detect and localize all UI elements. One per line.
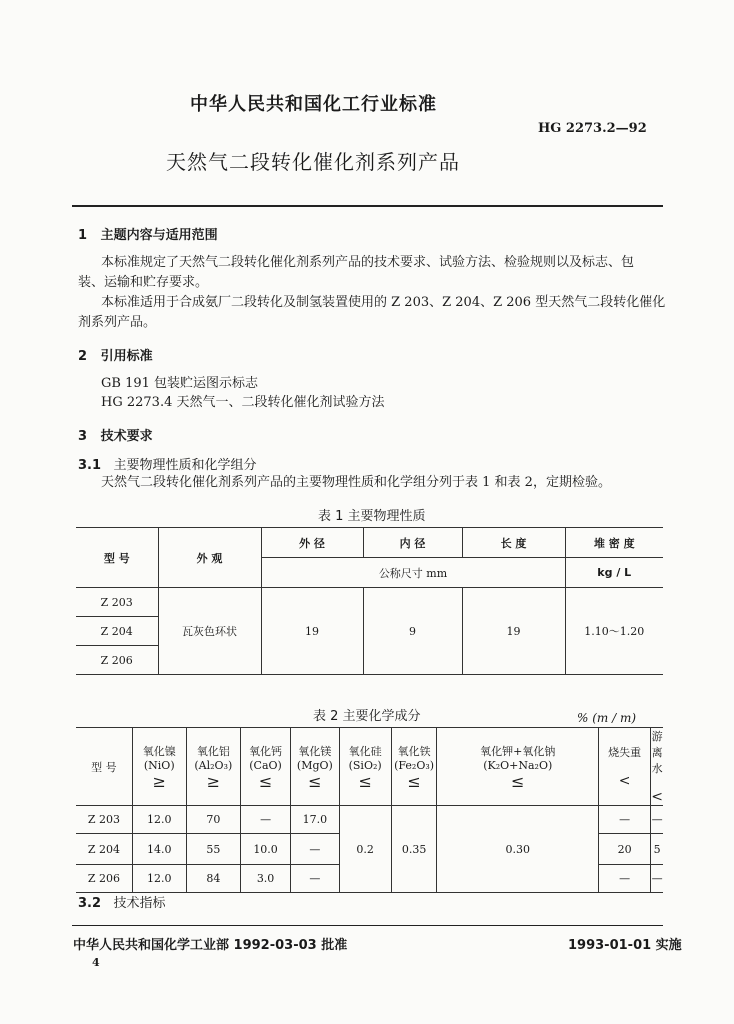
table-cell-water: — xyxy=(651,806,663,834)
section-title: 技术要求 xyxy=(100,429,153,444)
table-cell-al2o3: 84 xyxy=(186,865,240,893)
document-title: 天然气二段转化催化剂系列产品 xyxy=(166,150,460,174)
table-cell-model: Z 206 xyxy=(76,646,158,675)
table-header-outer-diameter: 外 径 xyxy=(261,528,363,558)
standard-number: HG 2273.2—92 xyxy=(538,121,647,136)
table-cell-model: Z 204 xyxy=(76,617,158,646)
component-formula: (Al₂O₃) xyxy=(194,758,233,772)
table-1 xyxy=(76,527,663,675)
table-header-density: 堆 密 度 xyxy=(565,528,663,558)
table-header-length: 长 度 xyxy=(462,528,565,558)
table-header-nio xyxy=(132,728,186,806)
paragraph-line: 天然气二段转化催化剂系列产品的主要物理性质和化学组分列于表 1 和表 2，定期检验。 xyxy=(101,475,611,490)
component-name: 氧化铁 xyxy=(397,744,431,758)
table-header-density-unit: kg / L xyxy=(565,558,663,588)
section-number: 1 xyxy=(78,228,88,243)
table-header-model: 型 号 xyxy=(76,528,158,588)
table-cell-cao: — xyxy=(240,806,290,834)
table-2-caption: 表 2 主要化学成分 xyxy=(313,709,421,724)
component-name: 氧化铝 xyxy=(196,744,230,758)
section-3-heading xyxy=(78,425,153,444)
component-name: 烧失重 xyxy=(608,746,642,759)
section-title: 引用标准 xyxy=(100,349,153,364)
table-header-model: 型 号 xyxy=(76,728,132,806)
paragraph-line: 剂系列产品。 xyxy=(78,315,157,330)
table-cell-model: Z 203 xyxy=(76,588,158,617)
component-formula: (CaO) xyxy=(249,758,282,772)
component-formula: (K₂O+Na₂O) xyxy=(483,758,553,772)
paragraph-line: 本标准适用于合成氨厂二段转化及制氢装置使用的 Z 203、Z 204、Z 206 型天然气二段转化催化 xyxy=(101,295,666,310)
component-name: 氧化钾+氧化钠 xyxy=(480,744,556,758)
table-2-unit: % (m / m) xyxy=(577,711,637,725)
table-cell-sio2: 0.2 xyxy=(339,806,391,893)
subsection-number: 3.2 xyxy=(78,896,102,911)
limit-operator: < xyxy=(618,773,631,789)
table-cell-appearance: 瓦灰色环状 xyxy=(158,588,261,675)
component-formula xyxy=(599,760,650,773)
table-cell-al2o3: 70 xyxy=(186,806,240,834)
component-formula: (MgO) xyxy=(296,758,333,772)
table-cell-water: 5 xyxy=(651,834,663,865)
component-formula xyxy=(651,776,663,789)
table-1-caption: 表 1 主要物理性质 xyxy=(318,509,426,524)
section-number: 2 xyxy=(78,349,88,364)
table-header-fe2o3 xyxy=(391,728,437,806)
table-header-nominal-size: 公称尺寸 mm xyxy=(261,558,565,588)
table-cell-model: Z 203 xyxy=(76,806,132,834)
table-cell-k2o-na2o: 0.30 xyxy=(437,806,599,893)
table-cell-nio: 12.0 xyxy=(132,865,186,893)
subsection-3-2-heading xyxy=(78,892,165,911)
subsection-title: 主要物理性质和化学组分 xyxy=(113,458,257,473)
standard-organization: 中华人民共和国化工行业标准 xyxy=(190,94,437,115)
component-name: 氧化钙 xyxy=(249,744,283,758)
implementation-date: 1993-01-01 实施 xyxy=(568,938,682,953)
subsection-title: 技术指标 xyxy=(113,896,166,911)
table-cell-model: Z 204 xyxy=(76,834,132,865)
component-formula: (SiO₂) xyxy=(348,758,382,772)
table-cell-mgo: — xyxy=(291,865,339,893)
table-cell-water: — xyxy=(651,865,663,893)
limit-operator: ≥ xyxy=(206,771,221,791)
table-header-appearance: 外 观 xyxy=(158,528,261,588)
component-name: 游离水 xyxy=(651,730,663,775)
component-formula: (Fe₂O₃) xyxy=(394,758,435,772)
table-cell-al2o3: 55 xyxy=(186,834,240,865)
table-header-inner-diameter: 内 径 xyxy=(363,528,462,558)
table-cell-cao: 3.0 xyxy=(240,865,290,893)
table-header-mgo xyxy=(291,728,339,806)
table-cell-inner-diameter: 9 xyxy=(363,588,462,675)
paragraph-line: 装、运输和贮存要求。 xyxy=(78,275,209,290)
table-cell-fe2o3: 0.35 xyxy=(391,806,437,893)
table-header-cao xyxy=(240,728,290,806)
table-cell-loss: 20 xyxy=(599,834,651,865)
component-name: 氧化镁 xyxy=(298,744,332,758)
limit-operator: ≥ xyxy=(152,771,166,791)
table-cell-nio: 14.0 xyxy=(132,834,186,865)
table-cell-cao: 10.0 xyxy=(240,834,290,865)
table-cell-outer-diameter: 19 xyxy=(261,588,363,675)
table-cell-loss: — xyxy=(599,865,651,893)
table-cell-density: 1.10～1.20 xyxy=(565,588,663,675)
table-cell-mgo: 17.0 xyxy=(291,806,339,834)
reference-item: GB 191 包装贮运图示标志 xyxy=(101,376,259,391)
reference-item: HG 2273.4 天然气一、二段转化催化剂试验方法 xyxy=(101,395,385,410)
component-name: 氧化硅 xyxy=(348,744,382,758)
limit-operator: ≤ xyxy=(511,771,525,791)
table-cell-mgo: — xyxy=(291,834,339,865)
approval-statement: 中华人民共和国化学工业部 1992-03-03 批准 xyxy=(73,938,348,953)
table-header-al2o3 xyxy=(186,728,240,806)
subsection-number: 3.1 xyxy=(78,458,102,473)
table-header-loss-on-ignition xyxy=(599,728,651,806)
header-rule xyxy=(72,205,663,207)
table-cell-loss: — xyxy=(599,806,651,834)
footer-rule xyxy=(72,925,663,926)
limit-operator: < xyxy=(651,789,663,805)
section-number: 3 xyxy=(78,429,88,444)
paragraph-line: 本标准规定了天然气二段转化催化剂系列产品的技术要求、试验方法、检验规则以及标志、包 xyxy=(101,255,635,270)
section-1-heading xyxy=(78,224,218,243)
limit-operator: ≤ xyxy=(407,771,421,791)
table-header-sio2 xyxy=(339,728,391,806)
section-2-heading xyxy=(78,345,153,364)
component-formula: (NiO) xyxy=(143,758,175,772)
limit-operator: ≤ xyxy=(358,771,372,791)
table-cell-model: Z 206 xyxy=(76,865,132,893)
table-header-k2o-na2o xyxy=(437,728,599,806)
limit-operator: ≤ xyxy=(308,771,322,791)
limit-operator: ≤ xyxy=(258,771,273,791)
subsection-3-1-heading xyxy=(78,454,256,473)
page-number: 4 xyxy=(92,956,100,969)
table-header-free-water xyxy=(651,728,663,806)
table-cell-nio: 12.0 xyxy=(132,806,186,834)
table-2 xyxy=(76,727,663,893)
component-name: 氧化镍 xyxy=(142,744,176,758)
table-cell-length: 19 xyxy=(462,588,565,675)
section-title: 主题内容与适用范围 xyxy=(100,228,218,243)
